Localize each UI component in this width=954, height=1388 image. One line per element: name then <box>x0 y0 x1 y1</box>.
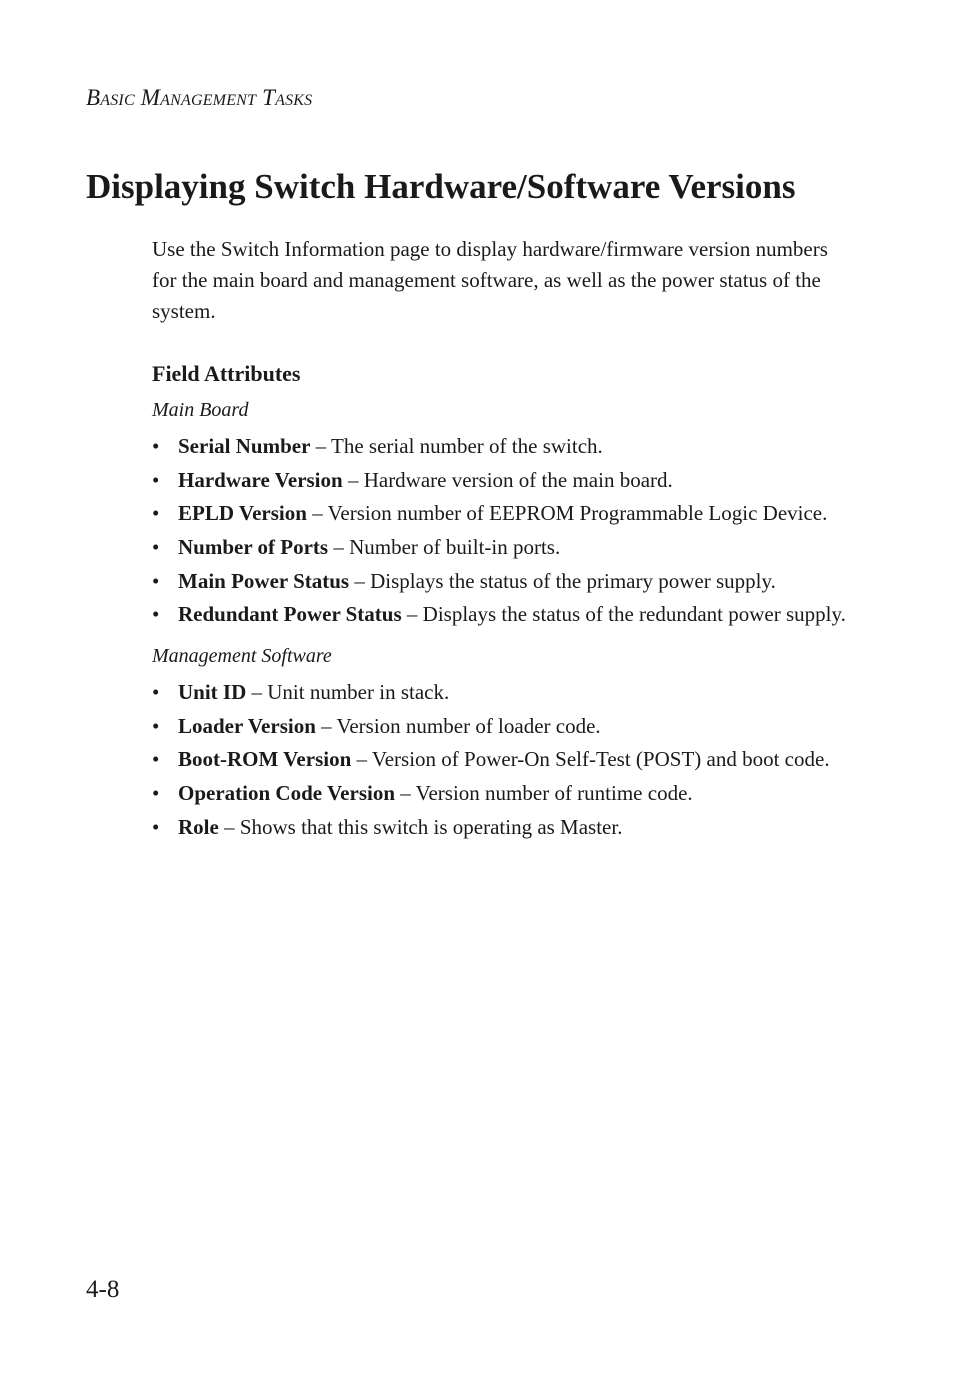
page-content <box>152 234 852 845</box>
description: – The serial number of the switch. <box>310 434 603 458</box>
term-redundant-power-status: Redundant Power Status <box>178 602 402 627</box>
list-item <box>152 532 852 564</box>
description: – Version number of runtime code. <box>395 781 693 805</box>
list-item <box>152 566 852 598</box>
page-title: Displaying Switch Hardware/Software Versions <box>86 167 796 206</box>
term-boot-rom-version: Boot-ROM Version <box>178 747 352 772</box>
description: – Displays the status of the redundant power supply. <box>401 602 846 627</box>
main-board-subheading: Main Board <box>152 399 249 421</box>
page-number: 4-8 <box>86 1276 120 1303</box>
term-number-of-ports: Number of Ports <box>178 535 329 560</box>
term-role: Role <box>178 814 219 839</box>
main-board-list <box>152 431 852 631</box>
intro-paragraph: Use the Switch Information page to display hardware/firmware version numbers for the main board and management software, as well as the power status of the system. <box>152 237 828 323</box>
term-loader-version: Loader Version <box>178 713 316 738</box>
list-item <box>152 599 852 631</box>
term-unit-id: Unit ID <box>178 679 247 704</box>
list-item <box>152 431 852 463</box>
list-item <box>152 711 852 743</box>
list-item <box>152 812 852 844</box>
term-main-power-status: Main Power Status <box>178 568 350 593</box>
list-item <box>152 498 852 530</box>
list-item <box>152 677 852 709</box>
management-software-subheading: Management Software <box>152 644 332 667</box>
term-operation-code-version: Operation Code Version <box>178 781 396 805</box>
list-item <box>152 465 852 497</box>
running-header: Basic Management Tasks <box>86 85 313 110</box>
term-hardware-version: Hardware Version <box>178 467 343 492</box>
term-serial-number: Serial Number <box>178 434 311 458</box>
term-epld-version: EPLD Version <box>178 501 307 526</box>
list-item <box>152 744 852 776</box>
description: – Hardware version of the main board. <box>342 467 673 492</box>
description: – Number of built-in ports. <box>328 535 561 560</box>
management-software-list <box>152 677 852 843</box>
description: – Version number of loader code. <box>315 713 601 738</box>
description: – Displays the status of the primary power supply. <box>349 568 776 593</box>
description: – Version of Power-On Self-Test (POST) and boot code. <box>351 747 830 772</box>
list-item <box>152 778 852 810</box>
description: – Unit number in stack. <box>246 679 450 704</box>
description: – Shows that this switch is operating as Master. <box>218 814 623 839</box>
field-attributes-heading: Field Attributes <box>152 361 301 386</box>
description: – Version number of EEPROM Programmable Logic Device. <box>306 501 828 526</box>
